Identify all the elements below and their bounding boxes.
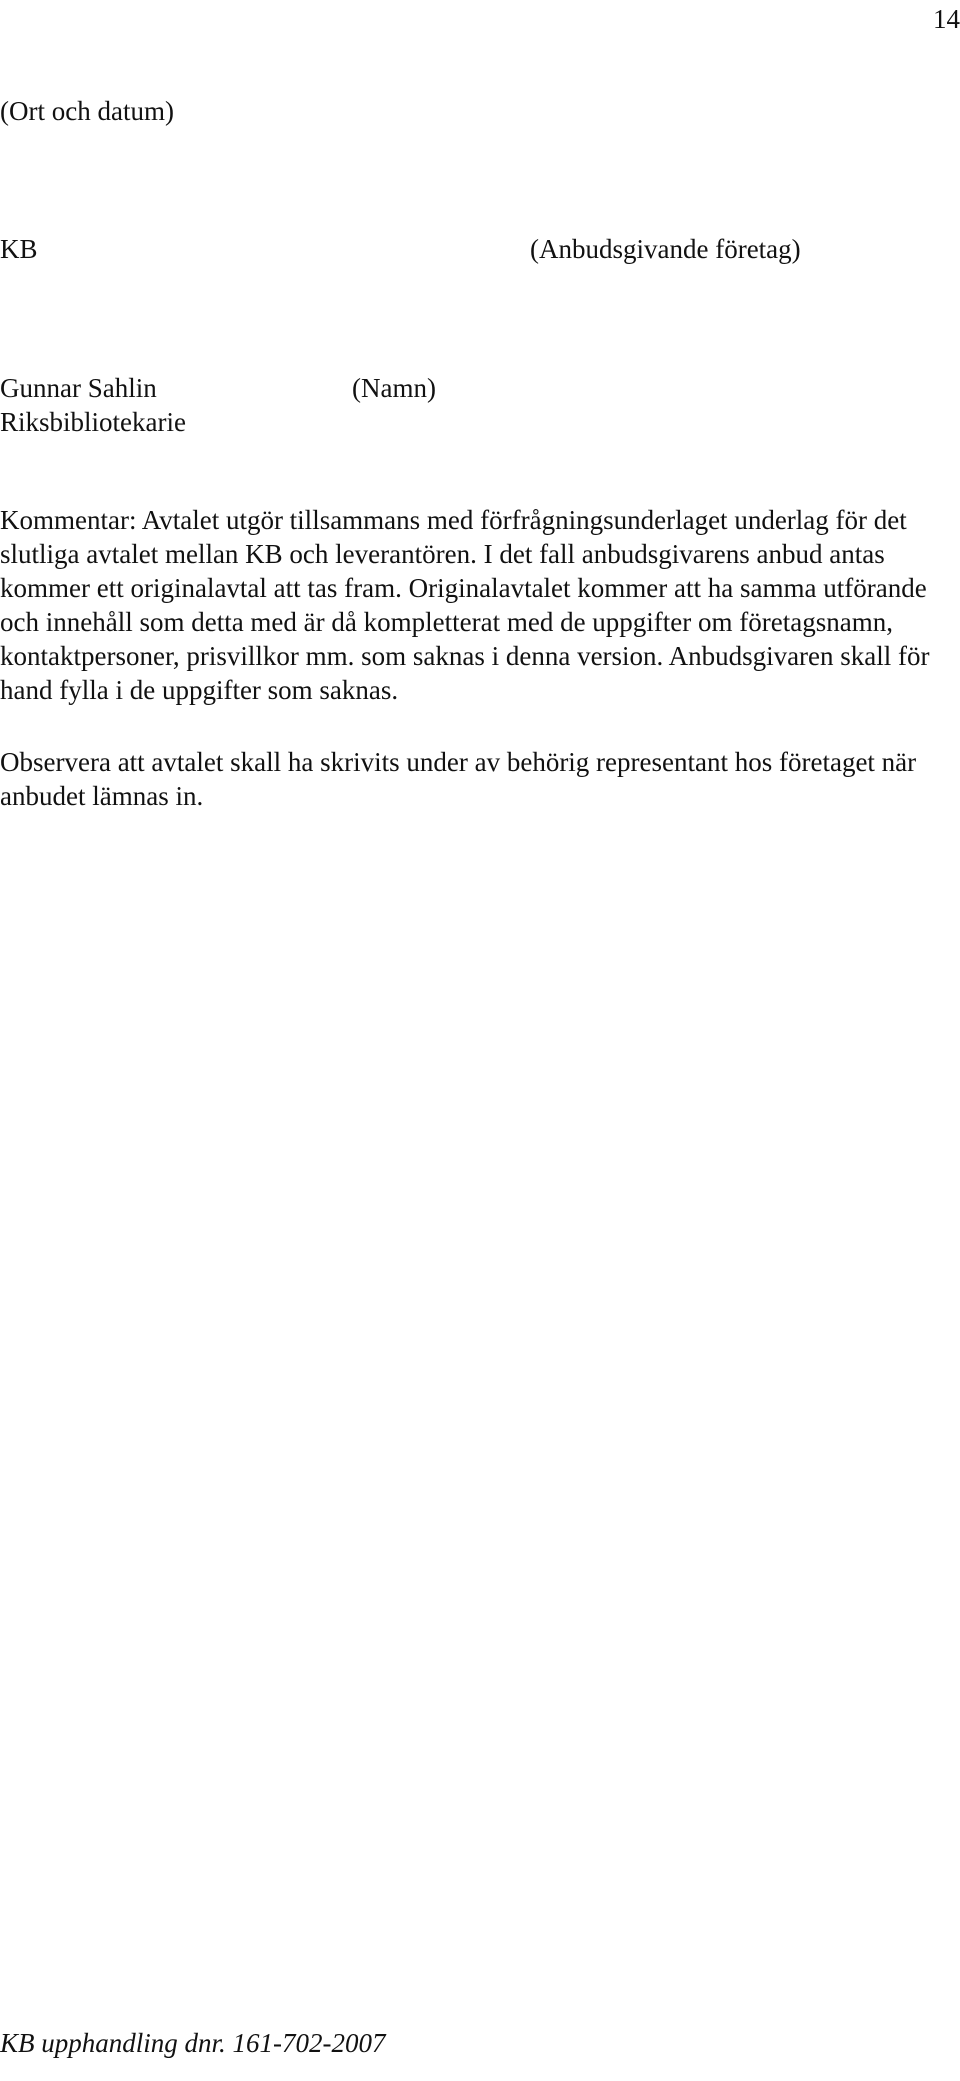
page-number: 14 (933, 4, 960, 34)
notice-paragraph: Observera att avtalet skall ha skrivits under av behörig representant hos företaget när anbudet lämnas in. (0, 747, 917, 811)
place-date-placeholder: (Ort och datum) (0, 96, 174, 126)
party-kb: KB (0, 234, 38, 264)
signatory-title: Riksbibliotekarie (0, 407, 186, 437)
bidder-name-placeholder: (Namn) (352, 373, 436, 403)
party-bidder-placeholder: (Anbudsgivande företag) (530, 234, 801, 264)
comment-paragraph: Kommentar: Avtalet utgör tillsammans med förfrågningsunderlaget underlag för det slutliga avtalet mellan KB och leverantören. I det fall anbudsgivarens anbud antas kommer ett originalavtal att tas fram. Originalavtalet kommer att ha samma utförande och innehåll som detta med är då kompletterat med de uppgifter om företagsnamn, kontaktpersoner, prisvillkor mm. som saknas i denna version. Anbudsgivaren skall för hand fylla i de uppgifter som saknas. (0, 505, 930, 705)
signatory-name: Gunnar Sahlin (0, 373, 157, 403)
footer-reference: KB upphandling dnr. 161-702-2007 (0, 2028, 386, 2058)
